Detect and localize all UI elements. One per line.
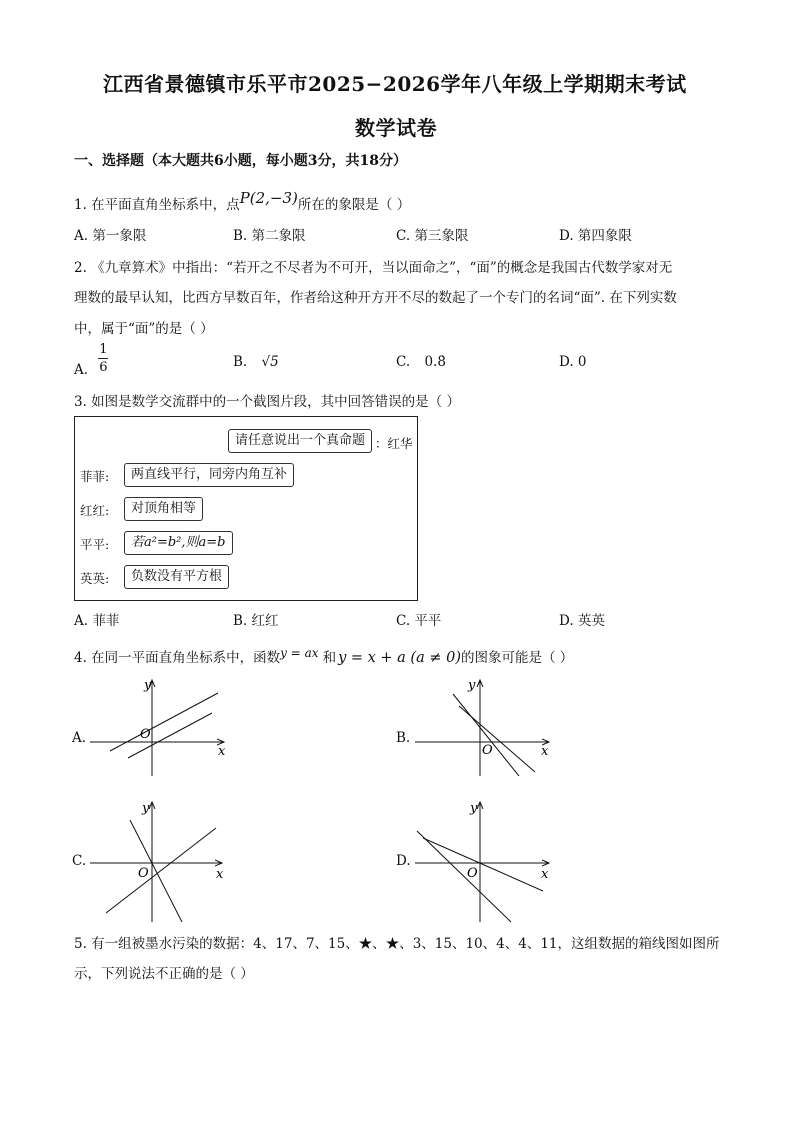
q1-suffix: 所在的象限是（ ） — [297, 197, 411, 213]
q1-point: P(2,−3) — [239, 189, 298, 207]
q4-option-b[interactable]: B. — [396, 730, 411, 746]
q2-option-a-label: A. — [74, 362, 89, 378]
q4-option-a[interactable]: A. — [72, 730, 87, 746]
q2-option-d[interactable]: D. 0 — [559, 354, 587, 370]
chat-message-3: 若a²=b²,则a=b — [124, 531, 233, 555]
line-1 — [453, 694, 519, 776]
q1-stem — [74, 189, 411, 213]
q4-function-1: y = ax — [280, 646, 319, 660]
q2-line1: 2. 《九章算术》中指出：“若开之不尽者为不可开，当以面命之”，“面”的概念是我国古代数学家对无 — [74, 260, 673, 276]
q4-mid: 和 — [322, 650, 337, 666]
line-2 — [423, 838, 543, 891]
line-1 — [417, 831, 511, 922]
chat-speaker-2: 红红: — [80, 503, 110, 518]
x-axis-label: x — [541, 744, 549, 759]
line-2 — [106, 828, 216, 913]
q4-option-d[interactable]: D. — [396, 853, 411, 869]
line-2 — [459, 706, 535, 772]
q4-suffix: 的图象可能是（ ） — [460, 650, 574, 666]
x-axis-label: x — [218, 744, 226, 759]
q3-option-c[interactable]: C. 平平 — [396, 613, 442, 629]
q2-option-c-label: C. — [396, 354, 411, 370]
x-axis-label: x — [541, 867, 549, 882]
origin-label: O — [482, 743, 493, 758]
q4-function-2: y = x + a (a ≠ 0) — [338, 650, 461, 666]
x-axis-label: x — [216, 867, 224, 882]
q2-option-a-fraction — [98, 342, 108, 375]
section-heading: 一、选择题（本大题共6小题，每小题3分，共18分） — [74, 153, 407, 169]
chat-message-2: 对顶角相等 — [124, 497, 203, 521]
y-axis-label: y — [468, 678, 476, 693]
q2-option-c-value: 0.8̇ — [424, 354, 446, 370]
q4-graph-d[interactable] — [415, 798, 565, 924]
fraction-numerator: 1 — [99, 342, 108, 357]
q3-option-b[interactable]: B. 红红 — [233, 613, 279, 629]
q4-graph-c[interactable] — [90, 798, 240, 924]
q4-stem — [74, 646, 573, 666]
q2-option-c[interactable] — [396, 354, 446, 370]
q3-option-a[interactable]: A. 菲菲 — [74, 613, 120, 629]
chat-message-4: 负数没有平方根 — [124, 565, 229, 589]
q2-line2: 理数的最早认知，比西方早数百年，作者给这种开方开不尽的数起了一个专门的名词“面”. 在下列实数 — [74, 290, 677, 306]
y-axis-label: y — [142, 801, 150, 816]
q5-line1: 5. 有一组被墨水污染的数据：4、17、7、15、★、★、3、15、10、4、4、11，这组数据的箱线图如图所 — [74, 936, 720, 952]
origin-label: O — [467, 866, 478, 881]
chat-speaker-3: 平平: — [80, 537, 110, 552]
q3-stem: 3. 如图是数学交流群中的一个截图片段，其中回答错误的是（ ） — [74, 394, 460, 410]
chat-speaker-1: 菲菲: — [80, 469, 110, 484]
q2-option-b-value: √5 — [261, 354, 279, 370]
q1-option-a[interactable]: A. 第一象限 — [74, 228, 147, 244]
exam-subtitle: 数学试卷 — [355, 116, 437, 140]
q1-option-d[interactable]: D. 第四象限 — [559, 228, 632, 244]
q1-option-c[interactable]: C. 第三象限 — [396, 228, 469, 244]
q1-option-b[interactable]: B. 第二象限 — [233, 228, 306, 244]
q2-option-a[interactable] — [74, 342, 108, 378]
origin-label: O — [140, 727, 151, 742]
q3-option-d[interactable]: D. 英英 — [559, 613, 605, 629]
q4-option-c[interactable]: C. — [72, 853, 87, 869]
y-axis-label: y — [470, 801, 478, 816]
q5-line2: 示，下列说法不正确的是（ ） — [74, 966, 254, 982]
chat-message-1: 两直线平行，同旁内角互补 — [124, 463, 294, 487]
chat-prompt-bubble: 请任意说出一个真命题 — [228, 429, 372, 453]
y-axis-label: y — [144, 678, 152, 693]
q4-graph-a[interactable] — [90, 676, 240, 776]
origin-label: O — [138, 866, 149, 881]
q2-line3: 中，属于“面”的是（ ） — [74, 321, 214, 337]
q4-prefix: 4. 在同一平面直角坐标系中，函数 — [74, 650, 281, 666]
q2-option-b-label: B. — [233, 354, 248, 370]
chat-speaker-4: 英英: — [80, 571, 110, 586]
fraction-denominator: 6 — [99, 360, 108, 375]
q1-prefix: 1. 在平面直角坐标系中，点 — [74, 197, 240, 213]
exam-title: 江西省景德镇市乐平市2025−2026学年八年级上学期期末考试 — [103, 72, 687, 96]
q2-option-b[interactable] — [233, 354, 279, 370]
chat-prompt-speaker: ：红华 — [375, 436, 413, 451]
q4-graph-b[interactable] — [415, 676, 565, 776]
